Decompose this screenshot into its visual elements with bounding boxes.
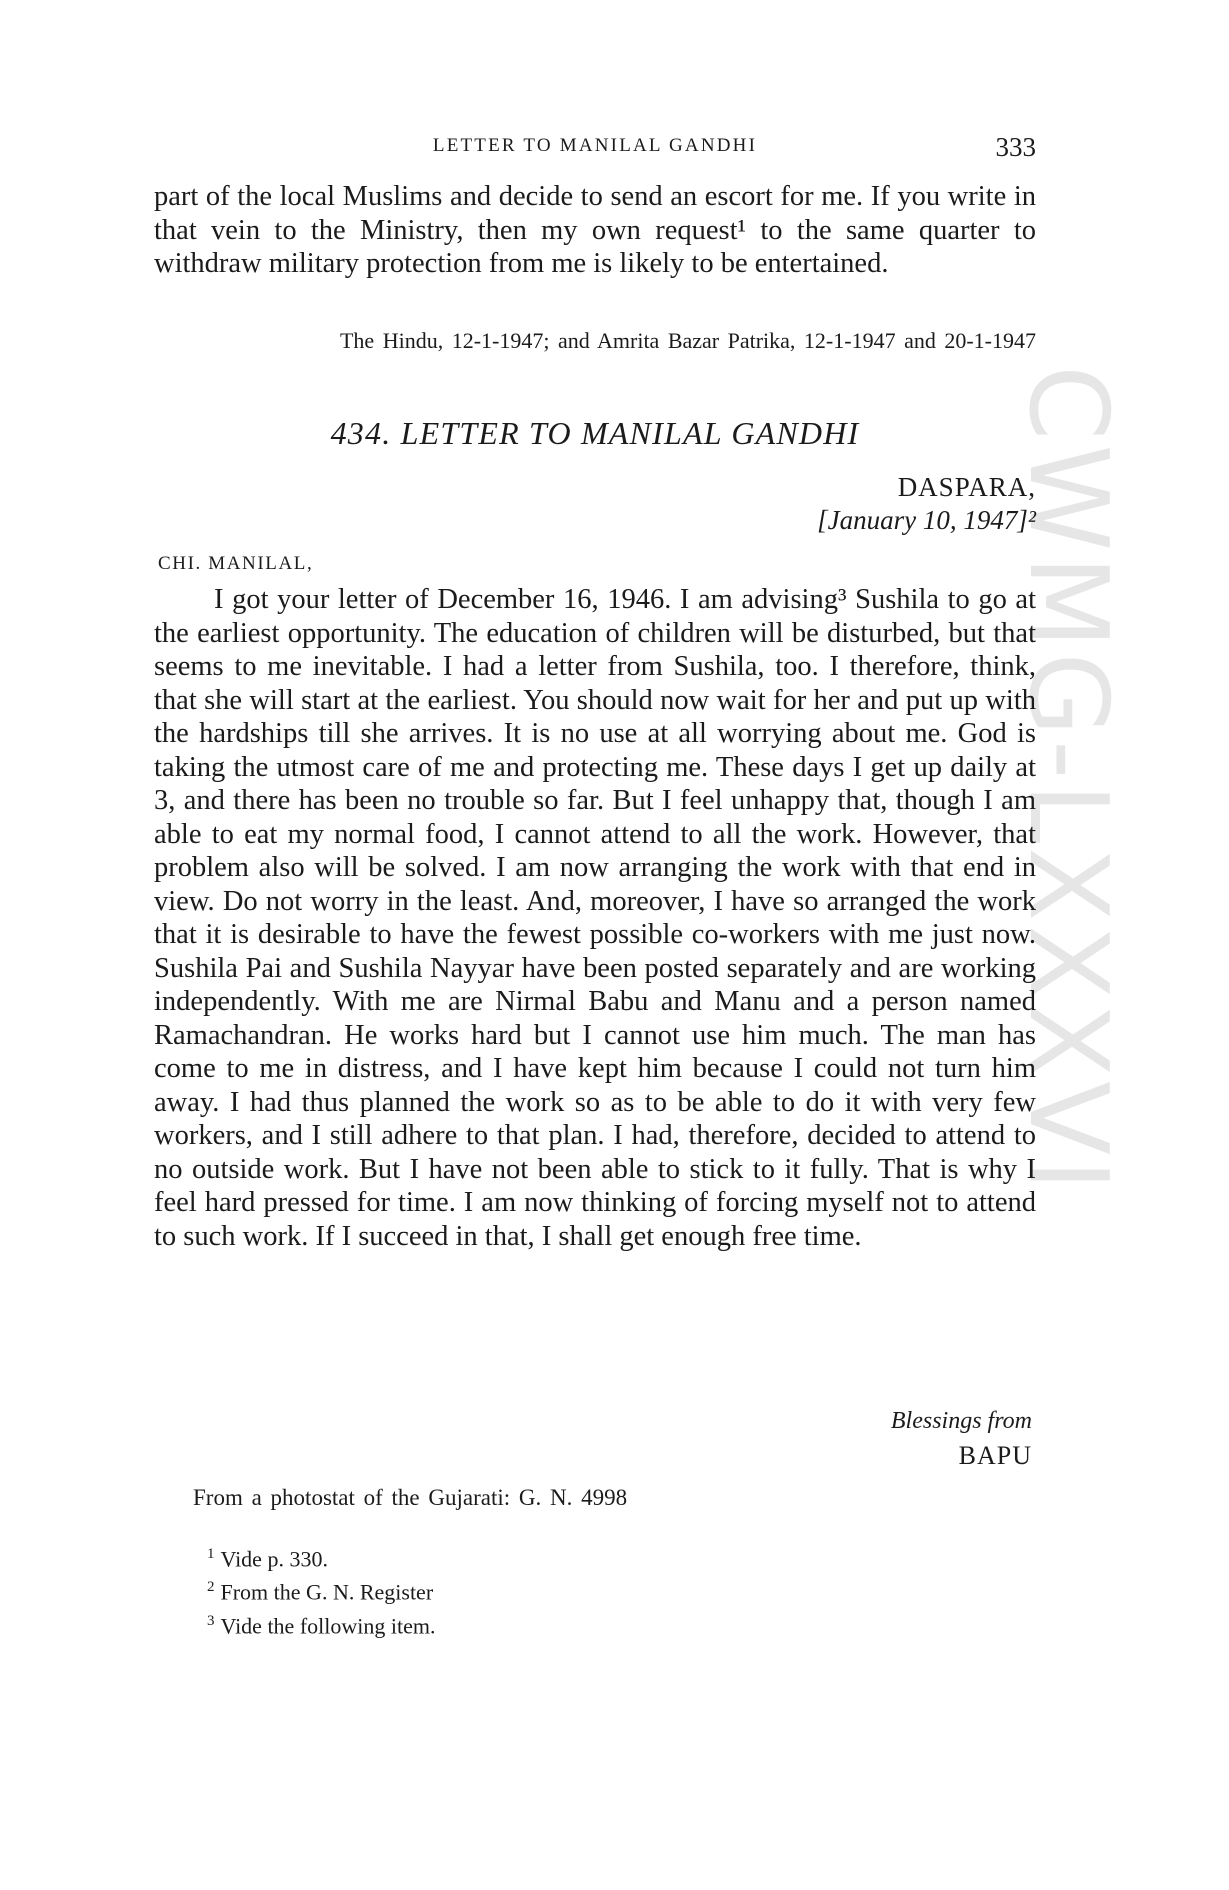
continuation-text: part of the local Muslims and decide to send an escort for me. If you write in that vein to the Ministry, then my own request¹ to the same quarter to withdraw military protection from me is likely to be entertained. (154, 181, 1036, 279)
letter-place: DASPARA, (897, 472, 1036, 502)
footnote-text: Vide the following item. (220, 1612, 436, 1638)
previous-source-citation: The Hindu, 12-1-1947; and Amrita Bazar Patrika, 12-1-1947 and 20-1-1947 (339, 328, 1036, 353)
footnote-marker: 2 (207, 1579, 215, 1596)
letter-date: [January 10, 1947]² (817, 505, 1036, 535)
watermark: CWMG-LXXXVI (1005, 365, 1130, 1195)
letter-heading: 434. LETTER TO MANILAL GANDHI (330, 415, 860, 451)
page-number: 333 (995, 132, 1036, 162)
footnote-text: Vide p. 330. (220, 1546, 328, 1572)
continuation-paragraph (154, 180, 1036, 281)
running-title: LETTER TO MANILAL GANDHI (432, 135, 758, 156)
running-head (154, 132, 1036, 166)
footnote (207, 1607, 435, 1640)
letter-body-text: I got your letter of December 16, 1946. I am advising³ Sushila to go at the earliest opportunity. The education of children will be disturbed, but that seems to me inevitable. I had a letter from Sushila, too. I therefore, think, that she will start at the earliest. You should now wait for her and put up with the hardships till she arrives. It is no use at all worrying about me. God is taking the utmost care of me and protecting me. These days I get up daily at 3, and there has been no trouble so far. But I feel unhappy that, though I am able to eat my normal food, I cannot attend to all the work. However, that problem also will be solved. I am now arranging the work with that end in view. Do not worry in the least. And, moreover, I have so arranged the work that it is desirable to have the fewest possible co-workers with me just now. Sushila Pai and Sushila Nayyar have been posted separately and are working independently. With me are Nirmal Babu and Manu and a person named Ramachandran. He works hard but I cannot use him much. The man has come to me in distress, and I have kept him because I could not turn him away. I had thus planned the work so as to be able to do it with very few workers, and I still adhere to that plan. I had, therefore, decided to attend to no outside work. But I have not been able to stick to it fully. That is why I feel hard pressed for time. I am now thinking of forcing myself not to attend to such work. If I succeed in that, I shall get enough free time. (154, 584, 1036, 1252)
source-note: From a photostat of the Gujarati: G. N. 4998 (193, 1485, 628, 1510)
footnote-text: From the G. N. Register (220, 1579, 434, 1605)
footnote (207, 1540, 435, 1573)
footnote-marker: 1 (207, 1546, 215, 1562)
letter-body (154, 583, 1036, 1253)
footnote-marker: 3 (207, 1612, 215, 1629)
footnote (207, 1573, 435, 1606)
footnotes (207, 1540, 435, 1640)
signature: BAPU (958, 1441, 1032, 1470)
salutation: CHI. MANILAL, (158, 553, 314, 574)
closing: Blessings from (890, 1408, 1032, 1434)
